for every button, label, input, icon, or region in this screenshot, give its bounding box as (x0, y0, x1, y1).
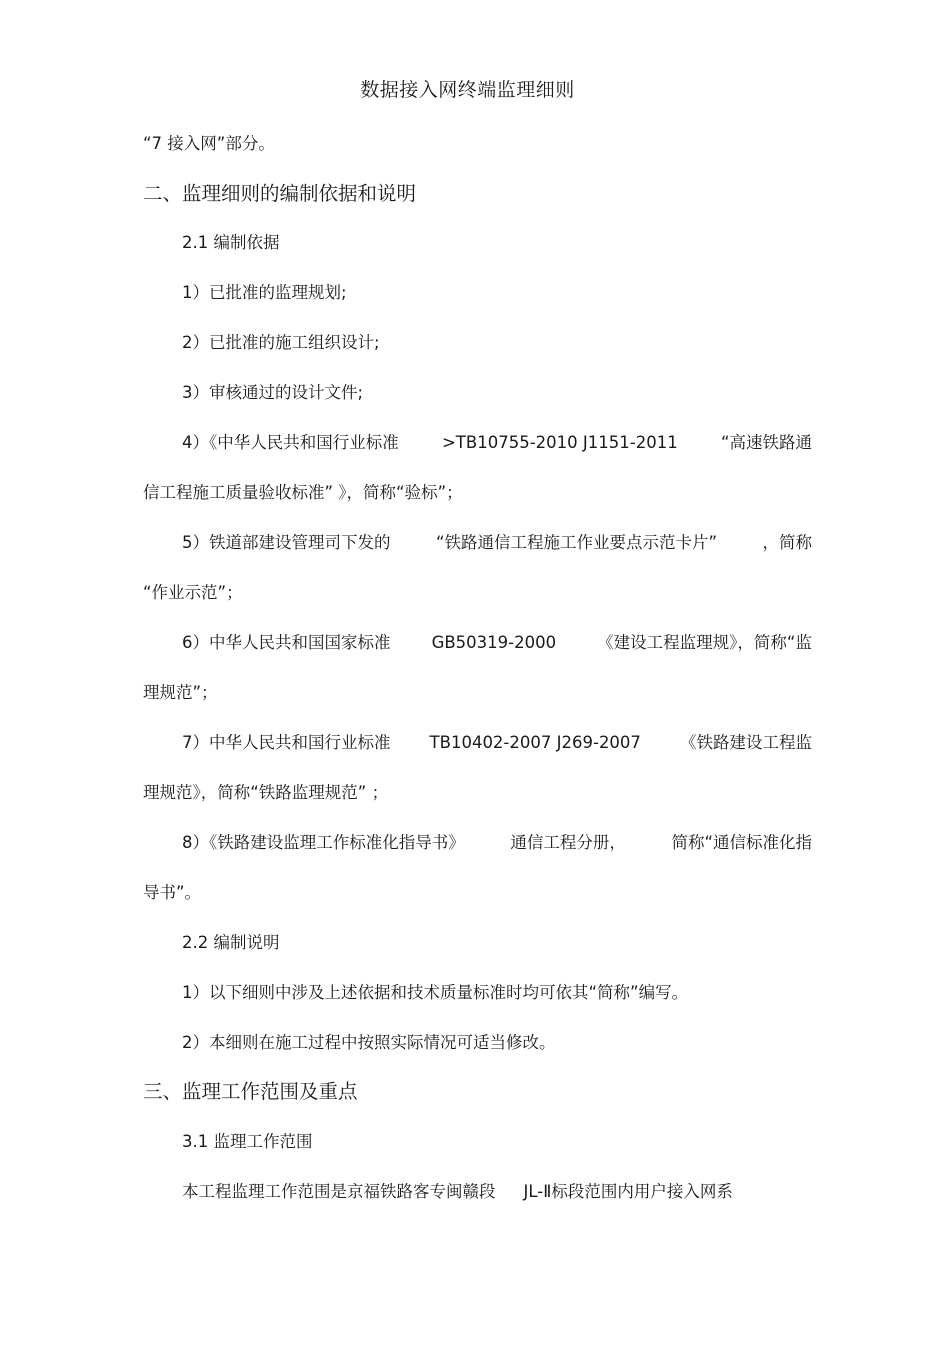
subsection-2-1-heading: 2.1 编制依据 (182, 233, 280, 252)
intro-line: “7 接入网”部分。 (143, 134, 275, 153)
basis-item-4-continuation: 信工程施工质量验收标准” 》，简称“验标”； (143, 483, 463, 502)
subsection-2-2-heading: 2.2 编制说明 (182, 933, 280, 952)
basis-item-8-part-b: 通信工程分册， (510, 833, 626, 852)
basis-item-5-part-a: 5）铁道部建设管理司下发的 (182, 533, 391, 552)
basis-item-4-part-b: >TB10755-2010 J1151-2011 (441, 433, 678, 452)
scope-paragraph-part-a: 本工程监理工作范围是京福铁路客专闽赣段 (182, 1182, 496, 1201)
basis-item-3: 3）审核通过的设计文件; (182, 383, 364, 402)
basis-item-4-part-a: 4）《中华人民共和国行业标准 (182, 433, 399, 452)
basis-item-8-part-c: 简称“通信标准化指 (671, 833, 812, 852)
scope-paragraph-part-b: JL-Ⅱ标段范围内用户接入网系 (523, 1182, 733, 1201)
basis-item-7-part-c: 《铁路建设工程监 (679, 733, 812, 752)
basis-item-7-continuation: 理规范》，简称“铁路监理规范” ； (143, 783, 389, 802)
basis-item-6-part-c: 《建设工程监理规》，简称“监 (597, 633, 812, 652)
basis-item-4 (182, 431, 812, 455)
basis-item-5 (182, 531, 812, 555)
document-title: 数据接入网终端监理细则 (360, 79, 575, 101)
basis-item-4-part-c: “高速铁路通 (720, 433, 812, 452)
section-3-heading: 三、监理工作范围及重点 (143, 1080, 358, 1103)
note-item-1: 1）以下细则中涉及上述依据和技术质量标准时均可依其“简称”编写。 (182, 983, 689, 1002)
basis-item-1: 1）已批准的监理规划; (182, 283, 347, 302)
basis-item-6 (182, 631, 812, 655)
basis-item-8-continuation: 导书”。 (143, 883, 202, 902)
basis-item-7-part-a: 7）中华人民共和国行业标准 (182, 733, 391, 752)
basis-item-6-part-a: 6）中华人民共和国国家标准 (182, 633, 391, 652)
subsection-3-1-heading: 3.1 监理工作范围 (182, 1132, 313, 1151)
basis-item-5-part-b: “铁路通信工程施工作业要点示范卡片” (435, 533, 718, 552)
section-2-heading: 二、监理细则的编制依据和说明 (143, 182, 417, 205)
basis-item-5-part-c: ，简称 (762, 533, 812, 552)
basis-item-6-continuation: 理规范”； (143, 683, 218, 702)
scope-paragraph (182, 1180, 812, 1204)
basis-item-2: 2）已批准的施工组织设计; (182, 333, 380, 352)
basis-item-8-part-a: 8）《铁路建设监理工作标准化指导书》 (182, 833, 465, 852)
note-item-2: 2）本细则在施工过程中按照实际情况可适当修改。 (182, 1033, 556, 1052)
basis-item-5-continuation: “作业示范”； (143, 583, 243, 602)
basis-item-8 (182, 831, 812, 855)
basis-item-7-part-b: TB10402-2007 J269-2007 (429, 733, 641, 752)
basis-item-6-part-b: GB50319-2000 (431, 633, 557, 652)
basis-item-7 (182, 731, 812, 755)
